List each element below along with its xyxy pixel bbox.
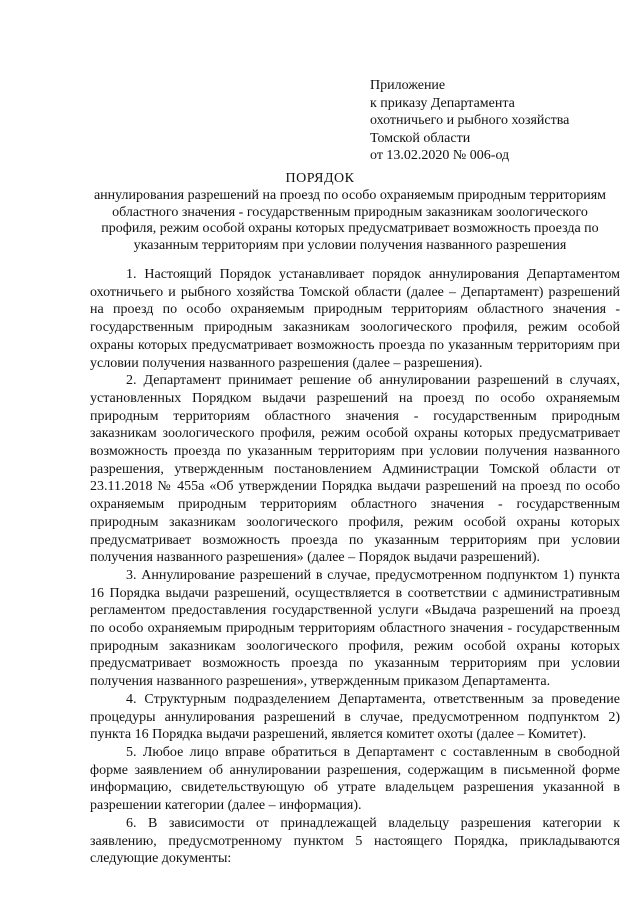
document-title: ПОРЯДОК [285, 171, 355, 186]
document-subtitle [80, 188, 620, 254]
subtitle-line: указанным территориям при условии получения названного разрешения [133, 237, 567, 253]
paragraph-2: 2. Департамент принимает решение об аннулировании разрешений в случаях, установленных Порядком выдачи разрешений на проезд по особо охраняемым природным территориям областного значения - государственным природным заказникам зоологического профиля, режим особой охраны которых предусматривает возможность проезда по указанным территориям при условии получения названного разрешения, утвержденным постановлением Администрации Томской области от 23.11.2018 № 455а «Об утверждении Порядка выдачи разрешений на проезд по особо охраняемым природным территориям областного значения - государственным природным заказникам зоологического профиля, режим особой охраны которых предусматривает возможность проезда по указанным территориям при условии получения названного разрешения» (далее – Порядок выдачи разрешений). [90, 373, 620, 566]
paragraph-5: 5. Любое лицо вправе обратиться в Департамент с составленным в свободной форме заявлением об аннулировании разрешения, содержащим в письменной форме информацию, свидетельствующую об утрате владельцем разрешения указанной в разрешении категории (далее – информация). [90, 744, 620, 814]
paragraph-6: 6. В зависимости от принадлежащей владельцу разрешения категории к заявлению, предусмотренному пунктом 5 настоящего Порядка, прикладываются следующие документы: [90, 815, 620, 867]
appendix-block [370, 77, 620, 165]
paragraph-3: 3. Аннулирование разрешений в случае, предусмотренном подпунктом 1) пункта 16 Порядка выдачи разрешений, осуществляется в соответствии с административным регламентом предоставления государственной услуги «Выдача разрешений на проезд по особо охраняемым природным территориям областного значения - государственным природным заказникам зоологического профиля, режим особой охраны которых предусматривает возможность проезда по указанным территориям при условии получения названного разрешения», утвержденным приказом Департамента. [90, 567, 620, 690]
paragraph-4: 4. Структурным подразделением Департамента, ответственным за проведение процедуры аннулирования разрешений в случае, предусмотренном подпунктом 2) пункта 16 Порядка выдачи разрешений, является комитет охоты (далее – Комитет). [90, 691, 620, 743]
subtitle-line: аннулирования разрешений на проезд по особо охраняемым природным территориям [93, 188, 607, 203]
appendix-line: к приказу Департамента [370, 95, 515, 111]
paragraph-1: 1. Настоящий Порядок устанавливает порядок аннулирования Департаментом охотничьего и рыбного хозяйства Томской области (далее – Департамент) разрешений на проезд по особо охраняемым природным территориям областного значения - государственным природным заказникам зоологического профиля, режим особой охраны которых предусматривает возможность проезда по указанным территориям при условии получения названного разрешения (далее – разрешения). [90, 267, 620, 371]
appendix-line: Приложение [370, 78, 446, 93]
appendix-line: от 13.02.2020 № 006-од [370, 148, 510, 163]
subtitle-line: профиля, режим особой охраны которых предусматривает возможность проезда по [101, 221, 599, 237]
appendix-line: Томской области [370, 130, 471, 146]
appendix-line: охотничьего и рыбного хозяйства [370, 113, 570, 128]
document-body [90, 266, 620, 868]
subtitle-line: областного значения - государственным природным заказникам зоологического [112, 204, 588, 220]
